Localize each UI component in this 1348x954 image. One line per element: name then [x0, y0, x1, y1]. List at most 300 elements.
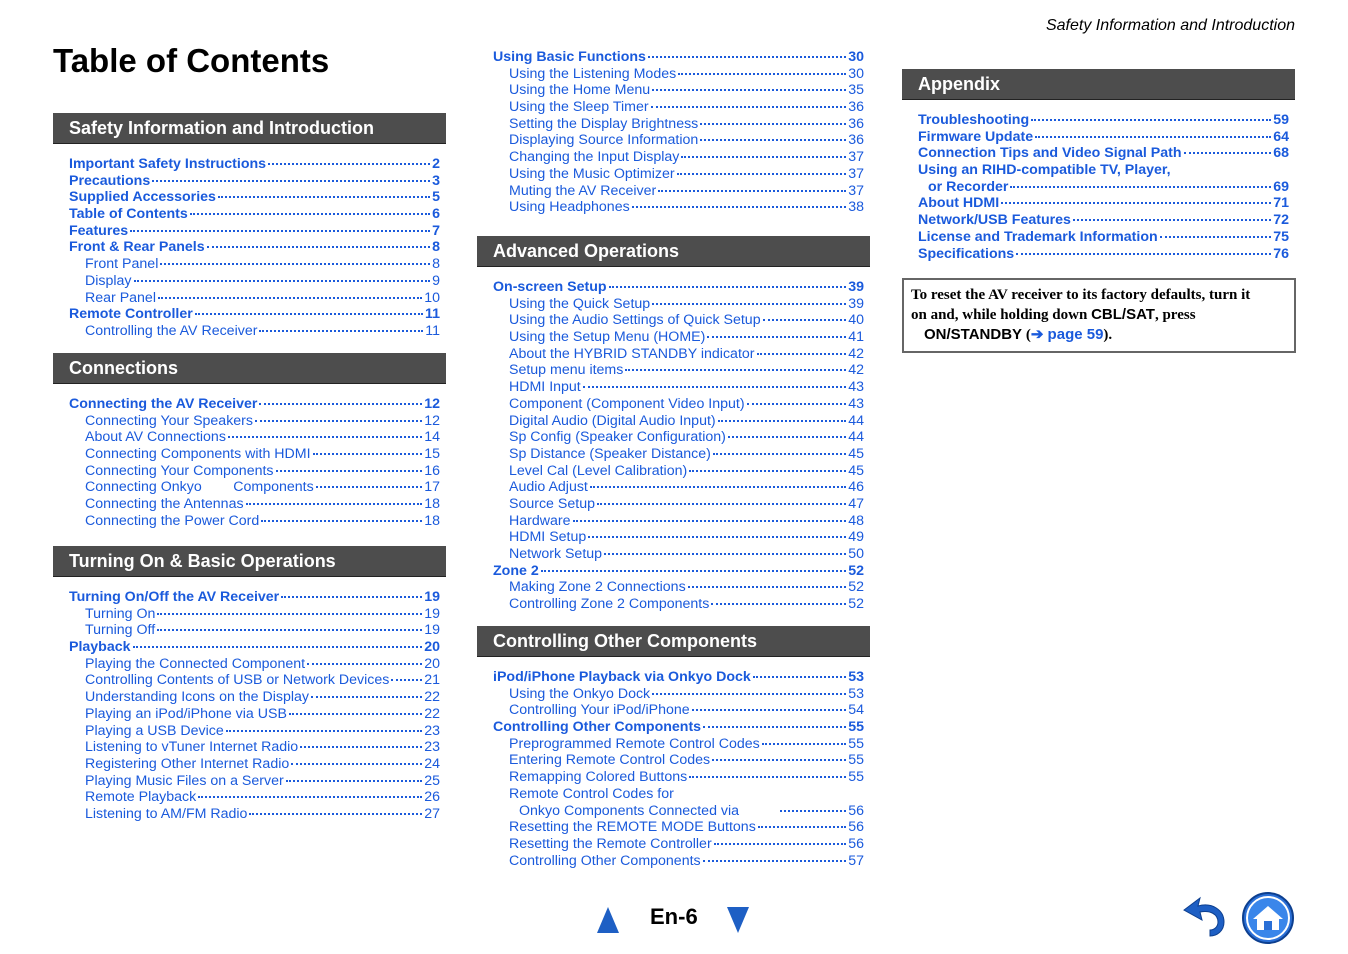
- entry-page-number: 57: [848, 852, 864, 869]
- entry-title: Remapping Colored Buttons: [509, 769, 688, 786]
- toc-entry[interactable]: [53, 672, 446, 689]
- dot-leader: [703, 860, 847, 862]
- entry-page-number: 14: [424, 429, 440, 446]
- header-section-title: Safety Information and Introduction: [1045, 17, 1295, 34]
- dot-leader: [700, 123, 846, 125]
- entry-page-number: 55: [848, 719, 864, 736]
- toc-entry[interactable]: [902, 129, 1295, 146]
- entry-page-number: 17: [424, 479, 440, 496]
- entry-page-number: 39: [848, 295, 864, 312]
- toc-entry[interactable]: [53, 290, 446, 307]
- dot-leader: [1031, 119, 1271, 121]
- entry-title: Playing a USB Device: [85, 722, 224, 739]
- entry-page-number: 16: [424, 462, 440, 479]
- dot-leader: [289, 713, 422, 715]
- entry-page-number: 52: [848, 562, 864, 579]
- entry-title: Rear Panel: [85, 289, 156, 306]
- entry-title: Turning On/Off the AV Receiver: [69, 589, 280, 605]
- entry-page-number: 30: [848, 65, 864, 82]
- entry-page-number: 50: [848, 546, 864, 562]
- toc-entry[interactable]: [902, 212, 1295, 229]
- dot-leader: [711, 603, 846, 605]
- toc-entry[interactable]: [53, 513, 446, 530]
- toc-entry[interactable]: [477, 819, 870, 836]
- dot-leader: [152, 180, 430, 182]
- entry-page-number: 55: [848, 752, 864, 769]
- dot-leader: [249, 813, 422, 815]
- entry-page-number: 71: [1273, 195, 1289, 212]
- notice-text: (: [1022, 327, 1031, 343]
- dot-leader: [753, 676, 846, 678]
- toc-entry[interactable]: [53, 463, 446, 480]
- entry-title: Using Headphones: [509, 199, 630, 216]
- entry-page-number: 44: [848, 429, 864, 446]
- dot-leader: [573, 520, 847, 522]
- dot-leader: [259, 403, 422, 405]
- entry-page-number: 43: [848, 395, 864, 412]
- entry-page-number: 2: [432, 156, 440, 172]
- dot-leader: [291, 763, 422, 765]
- toc-entry[interactable]: [477, 66, 870, 83]
- section-heading: Controlling Other Components: [477, 626, 870, 657]
- toc-entry[interactable]: [53, 306, 446, 323]
- entry-title: Sp Config (Speaker Configuration): [509, 429, 726, 446]
- dot-leader: [160, 263, 430, 265]
- entry-title: Controlling Zone 2 Components: [509, 596, 710, 613]
- entry-title: Controlling Other Components: [509, 852, 701, 869]
- entry-title: Turning Off: [85, 622, 156, 639]
- dot-leader: [281, 596, 422, 598]
- entry-title: Using the Sleep Timer: [509, 99, 649, 116]
- toc-entry[interactable]: [53, 323, 446, 340]
- entry-page-number: 55: [848, 769, 864, 786]
- entry-page-number: 11: [425, 322, 440, 339]
- toc-entry[interactable]: [53, 606, 446, 623]
- entry-page-number: 52: [848, 579, 864, 596]
- toc-entry[interactable]: [477, 769, 870, 786]
- toc-entry[interactable]: [477, 546, 870, 563]
- toc-entry[interactable]: [902, 162, 1295, 179]
- toc-entry[interactable]: [477, 736, 870, 753]
- dot-leader: [763, 319, 847, 321]
- entry-page-number: 9: [432, 272, 440, 289]
- entry-title: Controlling Contents of USB or Network Devices: [85, 672, 390, 689]
- entry-page-number: 75: [1273, 228, 1289, 245]
- toc-entry[interactable]: [477, 396, 870, 413]
- entry-page-number: 3: [432, 172, 440, 189]
- toc-entry[interactable]: [477, 199, 870, 216]
- toc-entry[interactable]: [477, 312, 870, 329]
- entry-title: Digital Audio (Digital Audio Input): [509, 412, 716, 429]
- dot-leader: [648, 56, 846, 58]
- entry-title: Connecting Components with HDMI: [85, 446, 311, 463]
- dot-leader: [255, 420, 422, 422]
- section-heading: Turning On & Basic Operations: [53, 546, 446, 577]
- dot-leader: [307, 663, 422, 665]
- toc-entry[interactable]: [477, 803, 870, 820]
- toc-entry[interactable]: [53, 689, 446, 706]
- entry-title: Resetting the REMOTE MODE Buttons: [509, 819, 756, 836]
- toc-entry[interactable]: [477, 496, 870, 513]
- entry-title: Using the Music Optimizer: [509, 165, 675, 182]
- entry-title: Controlling Other Components: [493, 719, 702, 736]
- entry-title: Registering Other Internet Radio: [85, 755, 290, 772]
- toc-entry[interactable]: [53, 589, 446, 606]
- toc-entry[interactable]: [53, 273, 446, 290]
- page-59-link[interactable]: [1031, 326, 1104, 343]
- toc-entry[interactable]: [477, 596, 870, 613]
- toc-entry[interactable]: [902, 145, 1295, 162]
- entry-title: Troubleshooting: [918, 112, 1030, 128]
- toc-entry[interactable]: [53, 656, 446, 673]
- dot-leader: [714, 843, 847, 845]
- toc-section: [53, 113, 446, 340]
- entry-page-number: 59: [1273, 112, 1289, 128]
- dot-leader: [780, 810, 846, 812]
- entry-page-number: 72: [1273, 212, 1289, 229]
- entry-page-number: 36: [848, 115, 864, 132]
- entry-page-number: 41: [848, 329, 864, 346]
- dot-leader: [689, 776, 846, 778]
- toc-entry[interactable]: [477, 752, 870, 769]
- entry-title: Using Basic Functions: [493, 49, 646, 65]
- dot-leader: [689, 470, 846, 472]
- entry-page-number: 37: [848, 165, 864, 182]
- dot-leader: [316, 486, 423, 488]
- entry-title: Source Setup: [509, 495, 595, 512]
- dot-leader: [681, 156, 846, 158]
- toc-entry[interactable]: [477, 346, 870, 363]
- toc-entry[interactable]: [53, 156, 446, 173]
- entry-page-number: 18: [424, 512, 440, 529]
- entry-title: Network/USB Features: [918, 212, 1071, 229]
- toc-entry[interactable]: [477, 563, 870, 580]
- entry-title: Playback: [69, 639, 131, 656]
- page-number: En-6: [650, 904, 698, 929]
- toc-entry[interactable]: [477, 329, 870, 346]
- entry-title: Controlling the AV Receiver: [85, 322, 258, 339]
- entry-title: Using the Home Menu: [509, 82, 651, 99]
- toc-section: [53, 546, 446, 823]
- toc-entry[interactable]: [53, 739, 446, 756]
- home-icon[interactable]: [1241, 891, 1295, 945]
- entry-title: Sp Distance (Speaker Distance): [509, 445, 711, 462]
- toc-entry[interactable]: [53, 173, 446, 190]
- toc-entry[interactable]: [477, 669, 870, 686]
- toc-section: [477, 49, 870, 216]
- toc-entry[interactable]: [477, 836, 870, 853]
- dot-leader: [158, 297, 422, 299]
- entry-title: Setting the Display Brightness: [509, 115, 699, 132]
- notice-line-2: [911, 305, 1287, 325]
- dot-leader: [762, 743, 846, 745]
- dot-leader: [157, 629, 422, 631]
- dot-leader: [688, 586, 847, 588]
- entry-title: iPod/iPhone Playback via Onkyo Dock: [493, 669, 751, 685]
- entry-page-number: 42: [848, 362, 864, 379]
- entry-page-number: 25: [424, 772, 440, 789]
- dot-leader: [677, 173, 847, 175]
- toc-entry[interactable]: [53, 429, 446, 446]
- toc-entry[interactable]: [477, 99, 870, 116]
- dot-leader: [652, 693, 846, 695]
- dot-leader: [712, 759, 846, 761]
- toc-entry[interactable]: [53, 639, 446, 656]
- dot-leader: [597, 503, 846, 505]
- dot-leader: [703, 726, 846, 728]
- entry-title: Listening to vTuner Internet Radio: [85, 739, 299, 756]
- entry-title: Using an RIHD-compatible TV, Player,: [918, 162, 1171, 179]
- dot-leader: [652, 89, 846, 91]
- section-heading: Advanced Operations: [477, 236, 870, 267]
- dot-leader: [218, 196, 430, 198]
- entry-page-number: 56: [848, 819, 864, 836]
- dot-leader: [1073, 219, 1271, 221]
- toc-section: [477, 236, 870, 613]
- dot-leader: [718, 420, 847, 422]
- entry-title: Playing an iPod/iPhone via USB: [85, 705, 287, 722]
- toc-entry[interactable]: [477, 82, 870, 99]
- toc-entry[interactable]: [477, 429, 870, 446]
- entry-title: Table of Contents: [69, 206, 188, 223]
- toc-entry[interactable]: [53, 806, 446, 823]
- entry-page-number: 46: [848, 479, 864, 496]
- toc-entry[interactable]: [53, 446, 446, 463]
- cbl-sat-key: CBL/SAT: [1091, 306, 1155, 323]
- dot-leader: [1010, 186, 1271, 188]
- entry-page-number: 19: [424, 589, 440, 605]
- entry-title: Resetting the Remote Controller: [509, 835, 712, 852]
- toc-entry[interactable]: [53, 756, 446, 773]
- entry-page-number: 68: [1273, 145, 1289, 162]
- entry-title: Level Cal (Level Calibration): [509, 462, 688, 479]
- entry-title: Important Safety Instructions: [69, 156, 267, 172]
- toc-entry[interactable]: [53, 239, 446, 256]
- entry-page-number: 19: [424, 622, 440, 639]
- toc-entry[interactable]: [477, 513, 870, 530]
- dot-leader: [678, 73, 846, 75]
- toc-entry[interactable]: [902, 179, 1295, 196]
- toc-section: [53, 353, 446, 530]
- entry-page-number: 6: [432, 206, 440, 223]
- toc-entry[interactable]: [477, 132, 870, 149]
- entry-title: Specifications: [918, 245, 1015, 262]
- toc-entry[interactable]: [477, 362, 870, 379]
- entry-page-number: 56: [848, 835, 864, 852]
- entry-title: Setup menu items: [509, 362, 624, 379]
- toc-entry[interactable]: [53, 789, 446, 806]
- entry-page-number: 22: [424, 705, 440, 722]
- entry-title: Component (Component Video Input): [509, 395, 745, 412]
- toc-entry[interactable]: [477, 479, 870, 496]
- factory-reset-notice: [902, 278, 1296, 353]
- entry-page-number: 30: [848, 49, 864, 65]
- entry-page-number: 54: [848, 702, 864, 719]
- toc-entry[interactable]: [53, 256, 446, 273]
- entry-title: Network Setup: [509, 546, 603, 562]
- entry-page-number: 26: [424, 789, 440, 806]
- entry-page-number: 35: [848, 82, 864, 99]
- dot-leader: [133, 646, 423, 648]
- toc-entry[interactable]: [477, 379, 870, 396]
- dot-leader: [541, 570, 846, 572]
- entry-page-number: 44: [848, 412, 864, 429]
- entry-page-number: 43: [848, 379, 864, 396]
- toc-entry[interactable]: [53, 496, 446, 513]
- entry-page-number: 22: [424, 689, 440, 706]
- toc-entry[interactable]: [53, 206, 446, 223]
- entry-page-number: 37: [848, 182, 864, 199]
- toc-entry[interactable]: [477, 719, 870, 736]
- dot-leader: [190, 213, 430, 215]
- entry-title: Making Zone 2 Connections: [509, 579, 686, 596]
- entry-title: Understanding Icons on the Display: [85, 689, 309, 706]
- entry-title: Front Panel: [85, 256, 159, 273]
- dot-leader: [157, 613, 422, 615]
- toc-entry[interactable]: [477, 853, 870, 870]
- toc-entry[interactable]: [53, 479, 446, 496]
- entry-page-number: 20: [424, 655, 440, 672]
- entry-title: About HDMI: [918, 195, 1000, 212]
- toc-entry[interactable]: [53, 622, 446, 639]
- entry-page-number: 42: [848, 345, 864, 362]
- toc-entry[interactable]: [53, 773, 446, 790]
- dot-leader: [588, 536, 846, 538]
- toc-entry[interactable]: [477, 702, 870, 719]
- entry-page-number: 40: [848, 312, 864, 329]
- entry-page-number: 21: [424, 672, 440, 689]
- toc-entry[interactable]: [902, 112, 1295, 129]
- entry-title: Connecting Onkyo Components: [85, 479, 314, 496]
- toc-entry[interactable]: [477, 49, 870, 66]
- entry-page-number: 45: [848, 445, 864, 462]
- entry-page-number: 48: [848, 512, 864, 529]
- toc-entry[interactable]: [477, 686, 870, 703]
- entry-page-number: 39: [848, 279, 864, 295]
- dot-leader: [207, 246, 431, 248]
- entry-title: Connection Tips and Video Signal Path: [918, 145, 1182, 162]
- entry-title: Precautions: [69, 172, 151, 189]
- entry-page-number: 53: [848, 669, 864, 685]
- toc-entry[interactable]: [477, 149, 870, 166]
- toc-entry[interactable]: [477, 183, 870, 200]
- entry-title: HDMI Setup: [509, 529, 587, 546]
- toc-entry[interactable]: [53, 413, 446, 430]
- page-link-text: page 59: [1043, 326, 1104, 343]
- toc-entry[interactable]: [477, 579, 870, 596]
- dot-leader: [757, 353, 847, 355]
- entry-title: Muting the AV Receiver: [509, 182, 657, 199]
- entry-page-number: 53: [848, 685, 864, 702]
- entry-page-number: 47: [848, 495, 864, 512]
- dot-leader: [1001, 202, 1271, 204]
- next-page-icon[interactable]: [727, 907, 749, 933]
- dot-leader: [286, 780, 423, 782]
- dot-leader: [311, 696, 422, 698]
- toc-entry[interactable]: [902, 229, 1295, 246]
- entry-title: Playing Music Files on a Server: [85, 772, 284, 789]
- dot-leader: [747, 403, 847, 405]
- dot-leader: [261, 520, 422, 522]
- entry-title: Zone 2: [493, 562, 539, 579]
- entry-title: Connecting the Power Cord: [85, 512, 260, 529]
- entry-title: Using the Setup Menu (HOME): [509, 329, 706, 346]
- entry-title: License and Trademark Information: [918, 228, 1158, 245]
- toc-entry[interactable]: [477, 446, 870, 463]
- toc-entry[interactable]: [477, 463, 870, 480]
- dot-leader: [1035, 136, 1271, 138]
- toc-entry[interactable]: [477, 279, 870, 296]
- toc-entry[interactable]: [902, 246, 1295, 263]
- entry-title: or Recorder: [928, 178, 1009, 195]
- entry-title: Firmware Update: [918, 128, 1034, 145]
- dot-leader: [391, 679, 422, 681]
- entry-page-number: 7: [432, 222, 440, 239]
- notice-text: on and, while holding down: [911, 307, 1092, 323]
- toc-entry[interactable]: [53, 723, 446, 740]
- toc-entry[interactable]: [477, 166, 870, 183]
- section-heading: Appendix: [902, 69, 1295, 100]
- dot-leader: [583, 386, 846, 388]
- toc-entry[interactable]: [53, 189, 446, 206]
- dot-leader: [728, 436, 846, 438]
- entry-title: About AV Connections: [85, 429, 226, 446]
- entry-title: Using the Onkyo Dock: [509, 685, 651, 702]
- toc-entry[interactable]: [477, 413, 870, 430]
- dot-leader: [246, 503, 423, 505]
- entry-page-number: 23: [424, 722, 440, 739]
- toc-entry[interactable]: [53, 706, 446, 723]
- dot-leader: [590, 486, 846, 488]
- dot-leader: [758, 826, 846, 828]
- dot-leader: [1016, 253, 1271, 255]
- entry-page-number: 55: [848, 735, 864, 752]
- entry-title: Supplied Accessories: [69, 189, 216, 206]
- toc-entry[interactable]: [53, 223, 446, 240]
- entry-title: Onkyo Components Connected via: [519, 802, 779, 819]
- notice-line-1: To reset the AV receiver to its factory defaults, turn it: [911, 287, 1251, 303]
- entry-page-number: 49: [848, 529, 864, 546]
- toc-entry[interactable]: [902, 195, 1295, 212]
- entry-page-number: 45: [848, 462, 864, 479]
- entry-page-number: 23: [424, 739, 440, 756]
- entry-title: On-screen Setup: [493, 279, 607, 295]
- toc-entry[interactable]: [477, 296, 870, 313]
- dot-leader: [700, 139, 846, 141]
- entry-page-number: 64: [1273, 128, 1289, 145]
- notice-text: ).: [1103, 327, 1113, 343]
- toc-entry[interactable]: [477, 116, 870, 133]
- entry-title: Remote Playback: [85, 789, 197, 806]
- toc-entry[interactable]: [53, 396, 446, 413]
- entry-title: HDMI Input: [509, 379, 581, 396]
- entry-page-number: 5: [432, 189, 440, 206]
- entry-title: Playing the Connected Component: [85, 655, 306, 672]
- toc-entry[interactable]: [477, 529, 870, 546]
- dot-leader: [707, 336, 846, 338]
- dot-leader: [651, 106, 847, 108]
- entry-page-number: 69: [1273, 178, 1289, 195]
- toc-entry[interactable]: [477, 786, 870, 803]
- dot-leader: [609, 286, 847, 288]
- dot-leader: [625, 369, 846, 371]
- back-arrow-icon[interactable]: [1180, 896, 1230, 940]
- entry-title: Changing the Input Display: [509, 149, 680, 166]
- dot-leader: [228, 436, 422, 438]
- entry-page-number: 20: [424, 639, 440, 656]
- entry-page-number: 56: [848, 802, 864, 819]
- previous-page-icon[interactable]: [597, 907, 619, 933]
